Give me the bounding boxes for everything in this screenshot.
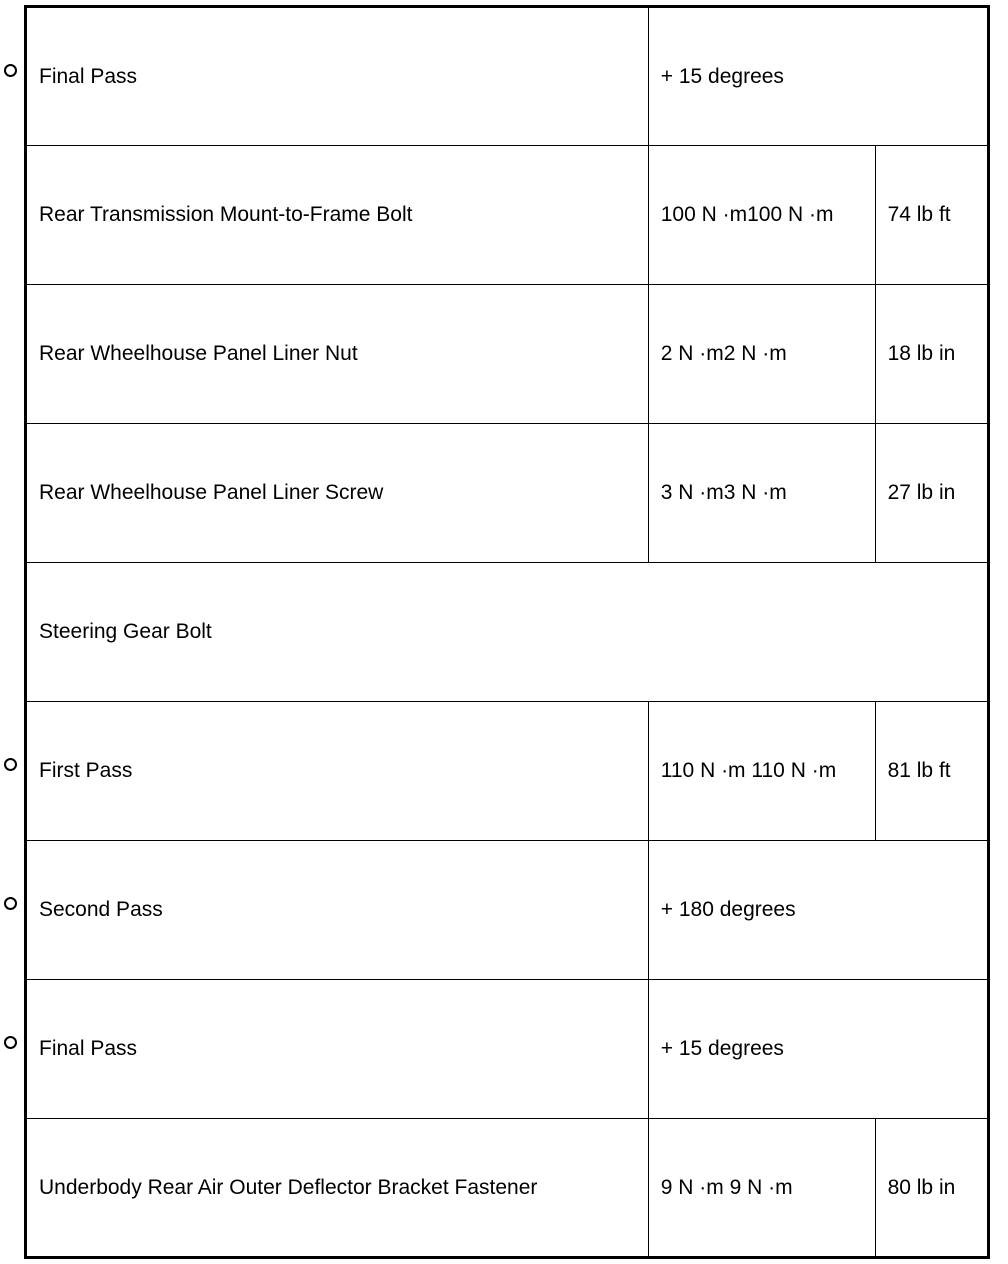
table-row [26,146,989,285]
table-row [26,702,989,841]
english-torque-cell: 27 lb in [875,424,988,563]
english-torque-cell: 18 lb in [875,285,988,424]
metric-torque-cell: 3 N ·m3 N ·m [648,424,875,563]
metric-torque-cell: 110 N ·m 110 N ·m [648,702,875,841]
description-cell: Second Pass [26,841,649,980]
pass-bullet-icon [4,897,17,910]
description-cell: Final Pass [26,7,649,146]
section-heading-cell: Steering Gear Bolt [26,563,989,702]
english-torque-cell: 81 lb ft [875,702,988,841]
table-row [26,285,989,424]
description-cell: First Pass [26,702,649,841]
torque-spec-table [24,5,990,1259]
table-row [26,980,989,1119]
angle-cell: + 15 degrees [648,7,988,146]
table-row [26,424,989,563]
angle-cell: + 15 degrees [648,980,988,1119]
description-cell: Rear Wheelhouse Panel Liner Nut [26,285,649,424]
metric-torque-cell: 100 N ·m100 N ·m [648,146,875,285]
table-row [26,1119,989,1258]
pass-bullet-icon [4,64,17,77]
english-torque-cell: 80 lb in [875,1119,988,1258]
table-row [26,7,989,146]
pass-bullet-icon [4,758,17,771]
description-cell: Underbody Rear Air Outer Deflector Bracket Fastener [26,1119,649,1258]
table-row [26,841,989,980]
description-cell: Rear Wheelhouse Panel Liner Screw [26,424,649,563]
metric-torque-cell: 2 N ·m2 N ·m [648,285,875,424]
table-row [26,563,989,702]
metric-torque-cell: 9 N ·m 9 N ·m [648,1119,875,1258]
angle-cell: + 180 degrees [648,841,988,980]
description-cell: Final Pass [26,980,649,1119]
english-torque-cell: 74 lb ft [875,146,988,285]
description-cell: Rear Transmission Mount-to-Frame Bolt [26,146,649,285]
pass-bullet-icon [4,1036,17,1049]
